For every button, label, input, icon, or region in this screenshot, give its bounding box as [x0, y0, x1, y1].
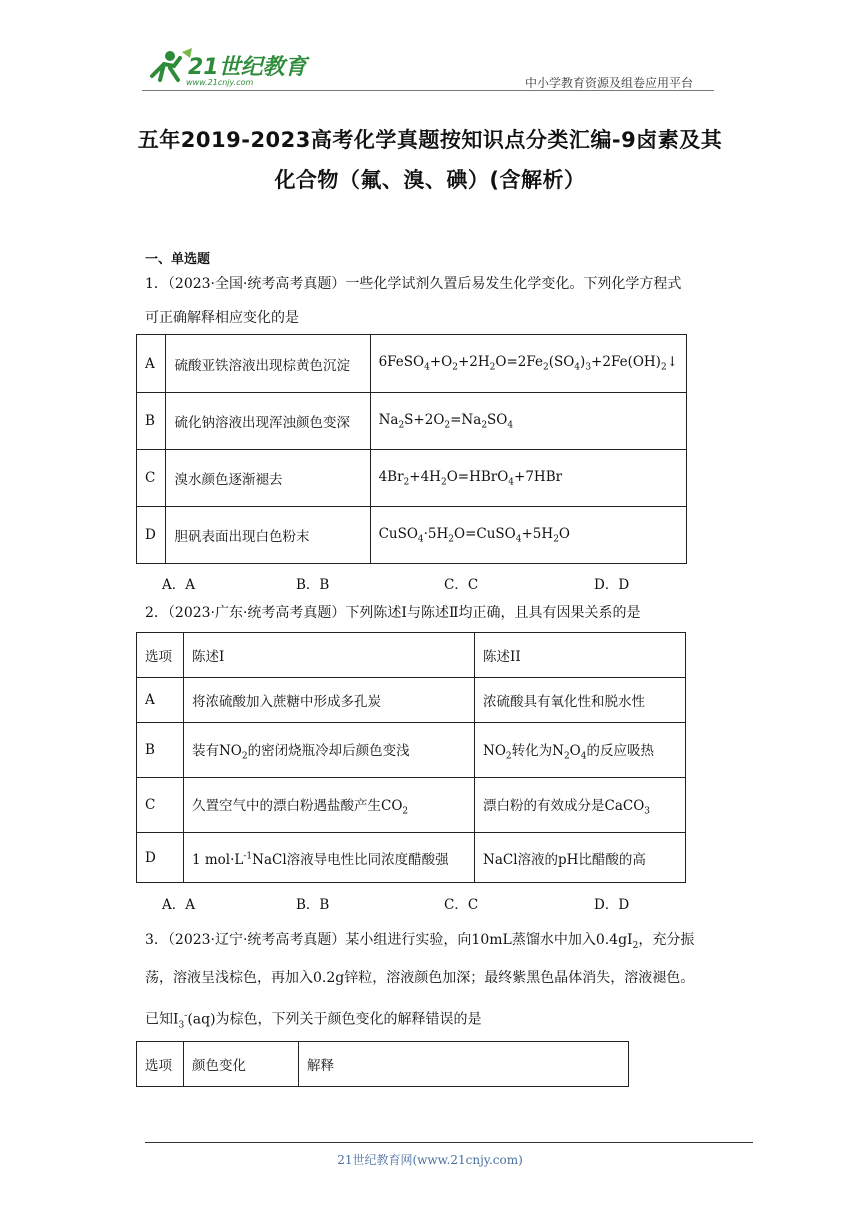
q2-choice-a[interactable]: A．A — [162, 897, 195, 913]
table-row — [137, 450, 687, 507]
q1-desc-a: 硫酸亚铁溶液出现棕黄色沉淀 — [166, 335, 370, 393]
table-row — [137, 507, 687, 564]
q1-eq-c: $4Br_2+4H_2O=HBrO_4+7HBr$ — [370, 450, 686, 507]
q1-desc-c: 溴水颜色逐渐褪去 — [166, 450, 370, 507]
q1-eq-d: $CuSO_4\cdot 5H_2O=CuSO_4+5H_2O$ — [370, 507, 686, 564]
q1-choice-b[interactable]: B．B — [296, 577, 330, 593]
q2-opt-c: C — [137, 778, 184, 833]
footer-divider — [145, 1142, 753, 1143]
q1-eq-b: $Na_2S+2O_2=Na_2SO_4$ — [370, 393, 686, 450]
q2-s1-c: 久置空气中的漂白粉遇盐酸产生$CO_2$ — [184, 778, 475, 833]
q1-opt-c: C — [137, 450, 166, 507]
footer-link[interactable]: 21世纪教育网(www.21cnjy.com) — [337, 1153, 523, 1167]
q1-choice-a[interactable]: A．A — [162, 577, 195, 593]
q3-table — [136, 1041, 629, 1087]
table-row — [137, 723, 686, 778]
q2-header-option: 选项 — [137, 633, 184, 678]
q2-s2-d: NaCl溶液的pH比醋酸的高 — [475, 833, 686, 883]
page-title-line1: 五年2019-2023高考化学真题按知识点分类汇编-9卤素及其 — [137, 128, 723, 152]
q2-header-s2: 陈述II — [475, 633, 686, 678]
header-tagline: 中小学教育资源及组卷应用平台 — [525, 76, 694, 90]
q3-header-color: 颜色变化 — [184, 1042, 299, 1087]
header-divider — [142, 90, 714, 91]
table-row — [137, 678, 686, 723]
q2-table — [136, 632, 686, 883]
q2-s1-b: 装有$NO_2$的密闭烧瓶冷却后颜色变浅 — [184, 723, 475, 778]
q2-s2-c: 漂白粉的有效成分是CaCO$_3$ — [475, 778, 686, 833]
q2-choice-c[interactable]: C．C — [444, 897, 479, 913]
section-heading: 一、单选题 — [145, 252, 211, 267]
q1-eq-a: $6FeSO_4+O_2+2H_2O=2Fe_2(SO_4)_3+2Fe(OH)_2↓$ — [370, 335, 686, 393]
q2-s1-d: 1 $mol\cdot L^{-1}NaCl$溶液导电性比同浓度醋酸强 — [184, 833, 475, 883]
q1-desc-d: 胆矾表面出现白色粉末 — [166, 507, 370, 564]
q1-stem-line1: 1．（2023·全国·统考高考真题）一些化学试剂久置后易发生化学变化。下列化学方程式 — [145, 276, 682, 292]
q1-stem-line2: 可正确解释相应变化的是 — [145, 310, 299, 326]
q3-header-option: 选项 — [137, 1042, 184, 1087]
q1-choice-c[interactable]: C．C — [444, 577, 479, 593]
q1-opt-b: B — [137, 393, 166, 450]
q2-choice-b[interactable]: B．B — [296, 897, 330, 913]
q2-header-s1: 陈述I — [184, 633, 475, 678]
q2-opt-a: A — [137, 678, 184, 723]
q2-s2-b: $NO_2$转化为$N_2O_4$的反应吸热 — [475, 723, 686, 778]
q3-header-explain: 解释 — [299, 1042, 629, 1087]
q2-choice-d[interactable]: D．D — [594, 897, 630, 913]
table-row — [137, 778, 686, 833]
q2-opt-b: B — [137, 723, 184, 778]
table-row — [137, 335, 687, 393]
q1-choice-d[interactable]: D．D — [594, 577, 630, 593]
page-title-line2: 化合物（氟、溴、碘）(含解析） — [274, 168, 586, 192]
logo-text: 21世纪教育 — [188, 55, 307, 80]
table-row — [137, 393, 687, 450]
q1-table — [136, 334, 687, 564]
q3-stem-line1: 3．（2023·辽宁·统考高考真题）某小组进行实验，向10mL蒸馏水中加入$0.4gI_2$，充分振 — [145, 932, 695, 951]
table-row — [137, 1042, 629, 1087]
logo-url: www.21cnjy.com — [186, 78, 254, 87]
q2-s2-a: 浓硫酸具有氧化性和脱水性 — [475, 678, 686, 723]
q1-desc-b: 硫化钠溶液出现浑浊颜色变深 — [166, 393, 370, 450]
site-logo — [140, 46, 310, 90]
q2-stem: 2．（2023·广东·统考高考真题）下列陈述Ⅰ与陈述Ⅱ均正确，且具有因果关系的是 — [145, 605, 641, 621]
q1-opt-d: D — [137, 507, 166, 564]
table-row — [137, 833, 686, 883]
q2-opt-d: D — [137, 833, 184, 883]
q1-opt-a: A — [137, 335, 166, 393]
q3-stem-line2: 荡，溶液呈浅棕色，再加入0.2g锌粒，溶液颜色加深；最终紫黑色晶体消失，溶液褪色。 — [145, 970, 695, 986]
q3-stem-line3: 已知$I_3^-(aq)$为棕色，下列关于颜色变化的解释错误的是 — [145, 1011, 482, 1031]
table-row — [137, 633, 686, 678]
q2-s1-a: 将浓硫酸加入蔗糖中形成多孔炭 — [184, 678, 475, 723]
